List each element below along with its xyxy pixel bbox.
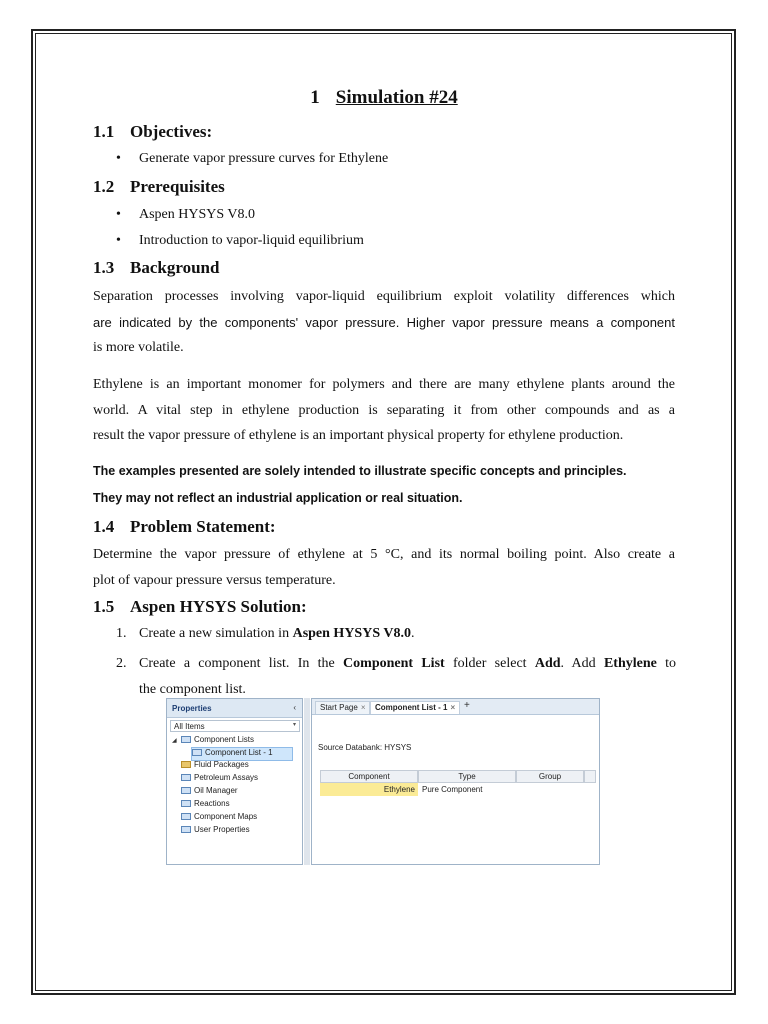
tree-item-petroleum-assays[interactable]: Petroleum Assays <box>181 773 258 785</box>
column-header[interactable]: Component <box>320 770 418 783</box>
tree-item-fluid-packages[interactable]: Fluid Packages <box>181 760 249 772</box>
panel-splitter[interactable] <box>304 698 310 865</box>
close-icon[interactable]: × <box>360 703 366 712</box>
tree-item-reactions[interactable]: Reactions <box>181 799 230 811</box>
document-title <box>0 87 768 109</box>
tree-item-component-maps[interactable]: Component Maps <box>181 812 257 824</box>
tab-component-list-1[interactable]: Component List - 1 × <box>370 701 460 714</box>
tree-item-oil-manager[interactable]: Oil Manager <box>181 786 238 798</box>
hysys-screenshot <box>166 698 600 865</box>
properties-panel <box>166 698 303 865</box>
grid-cell-component[interactable]: Ethylene <box>320 783 418 796</box>
chevron-down-icon: ▾ <box>292 722 296 728</box>
folder-icon <box>181 800 191 807</box>
heading-objectives: 1.1 Objectives: <box>93 122 213 141</box>
heading-solution: 1.5 Aspen HYSYS Solution: <box>93 597 307 616</box>
background-paragraph-1: Separation processes involving vapor-liquid equilibrium exploit volatility differences which are indicated by the components' vapor pressure. Higher vapor pressure means a component is more volatile. <box>93 289 675 355</box>
add-tab-icon[interactable]: + <box>464 700 470 711</box>
tab-bar <box>312 699 599 715</box>
grid-cell-group[interactable] <box>516 783 584 796</box>
tree-item-component-lists[interactable]: ◢ Component Lists <box>172 735 255 744</box>
close-icon[interactable]: × <box>450 703 456 712</box>
properties-filter-dropdown[interactable]: All Items ▾ <box>170 720 300 732</box>
source-databank-label: Source Databank: HYSYS <box>318 743 412 752</box>
step-2: 2. Create a component list. In the Component List folder select Add. Add Ethylene to the component list. <box>116 656 677 697</box>
disclaimer-line-2: They may not reflect an industrial application or real situation. <box>93 491 463 505</box>
folder-icon <box>181 774 191 781</box>
tree-item-component-list-1[interactable]: Component List - 1 <box>191 747 293 761</box>
heading-background: 1.3 Background <box>93 258 220 277</box>
title-text: Simulation #24 <box>335 87 458 108</box>
list-item: • Aspen HYSYS V8.0 <box>116 207 256 222</box>
heading-problem-statement: 1.4 Problem Statement: <box>93 517 276 536</box>
problem-paragraph: Determine the vapor pressure of ethylene at 5 °C, and its normal boiling point. Also create a plot of vapour pressure versus temperature. <box>93 547 675 588</box>
grid-cell-type[interactable]: Pure Component <box>422 785 483 794</box>
folder-icon <box>181 813 191 820</box>
list-item: • Generate vapor pressure curves for Ethylene <box>116 151 389 166</box>
background-paragraph-2: Ethylene is an important monomer for polymers and there are many ethylene plants around the world. A vital step in ethylene production is separating it from other compounds and as a result the vapor pressure of ethylene is an important physical property for ethylene production. <box>93 377 675 443</box>
title-number: 1 <box>310 87 320 108</box>
step-1: 1. Create a new simulation in Aspen HYSYS V8.0. <box>116 626 415 641</box>
column-header-filler <box>584 770 596 783</box>
column-header[interactable]: Type <box>418 770 516 783</box>
folder-icon <box>181 826 191 833</box>
heading-prerequisites: 1.2 Prerequisites <box>93 177 225 196</box>
properties-header: Properties ‹ <box>167 699 302 718</box>
list-item: • Introduction to vapor-liquid equilibrium <box>116 233 364 248</box>
column-header[interactable]: Group <box>516 770 584 783</box>
collapse-panel-icon[interactable]: ‹ <box>293 703 296 712</box>
disclaimer-line-1: The examples presented are solely intended to illustrate specific concepts and principles. <box>93 464 627 478</box>
folder-icon <box>181 787 191 794</box>
folder-icon <box>181 761 191 768</box>
component-list-view <box>311 698 600 865</box>
tree-item-user-properties[interactable]: User Properties <box>181 825 250 837</box>
folder-icon <box>181 736 191 743</box>
expand-toggle-icon[interactable]: ◢ <box>172 738 177 744</box>
tab-start-page[interactable]: Start Page × <box>315 701 370 714</box>
list-icon <box>192 749 202 756</box>
